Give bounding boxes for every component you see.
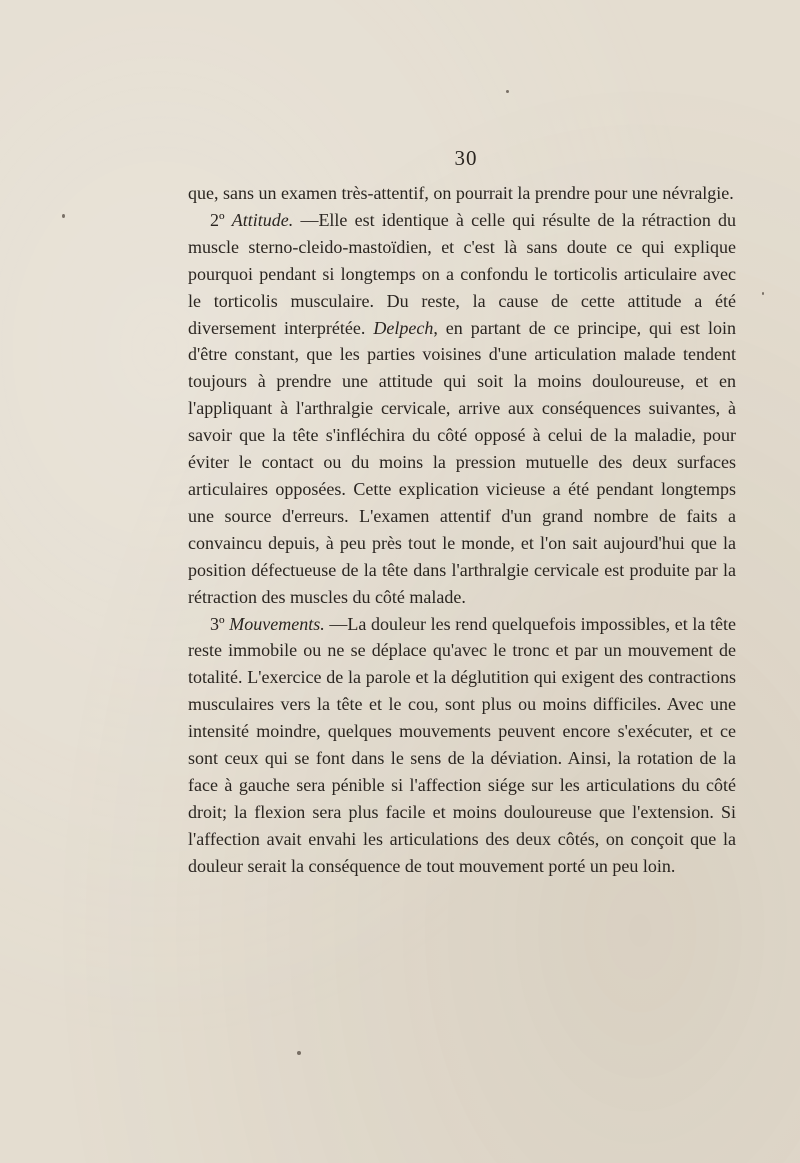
paragraph-continuation (188, 180, 736, 207)
paragraph-text: que, sans un examen très-attentif, on pourrait la prendre pour une névralgie. (188, 183, 734, 203)
paper-speck (62, 214, 65, 218)
page-number: 30 (454, 146, 478, 170)
author-name: Delpech (373, 317, 434, 338)
section-number: 3º (210, 613, 225, 634)
paragraph-mouvements (188, 611, 736, 880)
body-text (188, 180, 736, 880)
paper-speck (297, 1051, 301, 1055)
paragraph-text: —La douleur les rend quelquefois impossibles, et la tête reste immobile ou ne se déplace qu'avec le tronc et par un mouvement de totalité. L'exercice de la parole et la déglutition qui exigent des contractions musculaires vers la tête et le cou, sont plus ou moins difficiles. Avec une intensité moindre, quelques mouvements peuvent encore s'exécuter, et ce sont ceux qui se font dans le sens de la déviation. Ainsi, la rotation de la face à gauche sera pénible si l'affection siége sur les articulations du côté droit; la flexion sera plus facile et moins douloureuse que l'extension. Si l'affection avait envahi les articulations des deux côtés, on conçoit que la douleur serait la conséquence de tout mouvement porté un peu loin. (188, 613, 736, 876)
paper-speck (762, 292, 764, 295)
section-number: 2º (210, 209, 225, 230)
paragraph-attitude (188, 207, 736, 611)
section-title: Attitude. (231, 209, 294, 230)
paragraph-text: —Elle est identique à celle qui résulte de la rétraction du muscle sterno-cleido-mastoïdien, et c'est là sans doute ce qui explique pourquoi pendant si longtemps on a confondu le torticolis articulaire avec le torticolis musculaire. Du reste, la cause de cette attitude a été diversement interprétée. (188, 209, 736, 338)
paper-speck (506, 90, 509, 93)
paragraph-text: , en partant de ce principe, qui est loin d'être constant, que les parties voisines d'une articulation malade tendent toujours à prendre une attitude qui soit la moins douloureuse, et en l'appliquant à l'arthralgie cervicale, arrive aux conséquences suivantes, à savoir que la tête s'infléchira du côté opposé à celui de la maladie, pour éviter le contact ou du moins la pression mutuelle des deux surfaces articulaires opposées. Cette explication vicieuse a été pendant longtemps une source d'erreurs. L'examen attentif d'un grand nombre de faits a convaincu depuis, à peu près tout le monde, et l'on sait aujourd'hui que la position défectueuse de la tête dans l'arthralgie cervicale est produite par la rétraction des muscles du côté malade. (188, 317, 736, 607)
section-title: Mouvements. (229, 613, 325, 634)
